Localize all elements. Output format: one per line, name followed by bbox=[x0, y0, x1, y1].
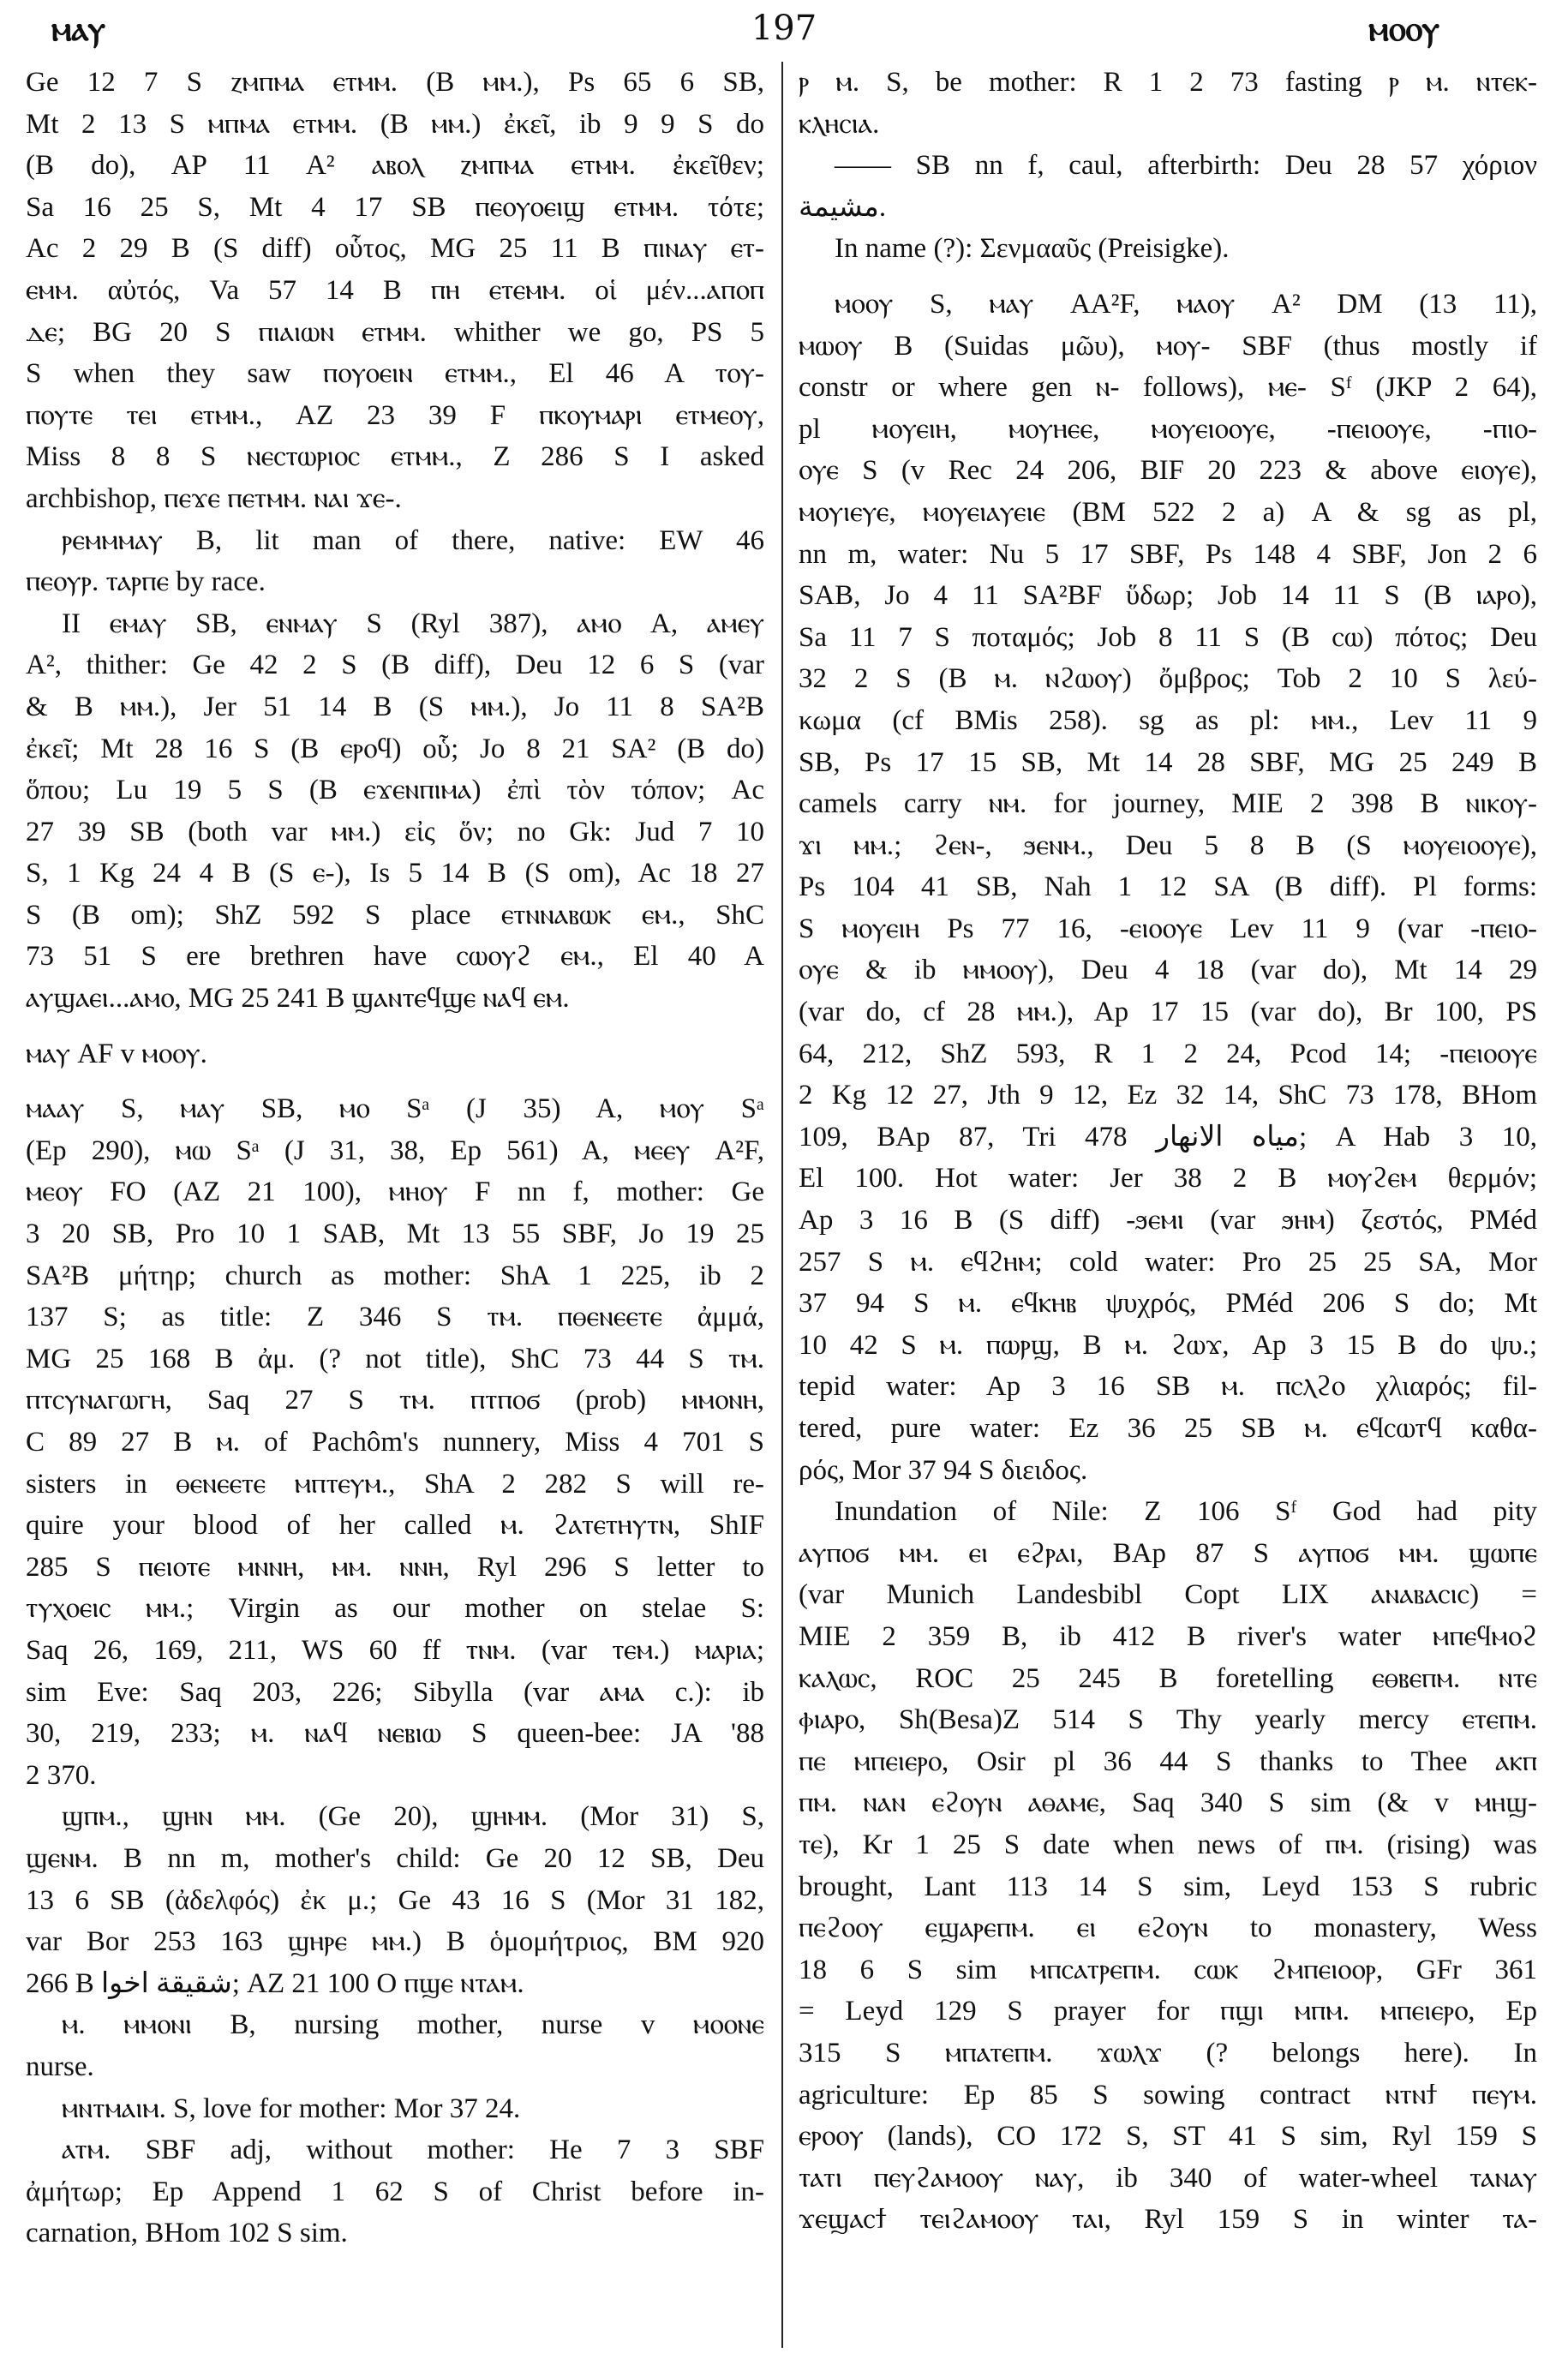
text-line: 315 S ⲙⲡⲁⲧⲉⲡⲙ. ϫⲱⲗϫ (? belongs here). In bbox=[799, 2037, 1537, 2069]
text-line: ⲡⲉⲟⲩⲣ. ⲧⲁⲣⲡⲉ by race. bbox=[26, 566, 266, 598]
text-line: ⲧⲁⲧⲓ ⲡⲉⲩϩⲁⲙⲟⲟⲩ ⲛⲁⲩ, ib 340 of water-wheel ⲧⲁⲛⲁⲩ bbox=[799, 2162, 1537, 2194]
text-line: 137 S; as title: Z 346 S ⲧⲙ. ⲡⲑⲉⲛⲉⲉⲧⲉ ἀμμά, bbox=[26, 1302, 764, 1333]
text-line: camels carry ⲛⲙ. for journey, MIE 2 398 B ⲛⲓⲕⲟⲩ- bbox=[799, 788, 1537, 820]
text-line: brought, Lant 113 14 S sim, Leyd 153 S rubric bbox=[799, 1871, 1537, 1902]
text-line: ⲙⲉⲟⲩ FO (AZ 21 100), ⲙⲏⲟⲩ F nn f, mother: Ge bbox=[26, 1177, 764, 1208]
text-line: ⲡⲉϩⲟⲟⲩ ⲉϣⲁⲣⲉⲡⲙ. ⲉⲓ ⲉϩⲟⲩⲛ to monastery, Wess bbox=[799, 1913, 1537, 1944]
text-line: ⲙⲁⲩ AF v ⲙⲟⲟⲩ. bbox=[26, 1038, 207, 1069]
text-line: ⲙⲟⲩⲓⲉⲩⲉ, ⲙⲟⲩⲉⲓⲁⲩⲉⲓⲉ (BM 522 2 a) A & sg as pl, bbox=[799, 496, 1537, 528]
text-line: ἀμήτωρ; Ep Append 1 62 S of Christ before in- bbox=[26, 2176, 764, 2207]
page-header bbox=[26, 9, 1542, 60]
text-line: SAB, Jo 4 11 SA²BF ὕδωρ; Job 14 11 S (B ⲓⲁⲣⲟ), bbox=[799, 580, 1537, 612]
text-line: ⲟⲩⲉ S (v Rec 24 206, BIF 20 223 & above ⲉⲓⲟⲩⲉ), bbox=[799, 455, 1537, 487]
text-line: nn m, water: Nu 5 17 SBF, Ps 148 4 SBF, Jon 2 6 bbox=[799, 538, 1537, 570]
text-line: Inundation of Nile: Z 106 Sᶠ God had pity bbox=[835, 1496, 1537, 1528]
text-line: ⲟⲩⲉ & ib ⲙⲙⲟⲟⲩ), Deu 4 18 (var do), Mt 14 29 bbox=[799, 955, 1537, 986]
text-line: MG 25 168 B ἀμ. (? not title), ShC 73 44 S ⲧⲙ. bbox=[26, 1343, 764, 1374]
text-line: Ac 2 29 B (S diff) οὗτος, MG 25 11 B ⲡⲓⲛⲁⲩ ⲉⲧ- bbox=[26, 233, 764, 265]
text-line: ⲡⲉ ⲙⲡⲉⲓⲉⲣⲟ, Osir pl 36 44 S thanks to Thee ⲁⲕⲡ bbox=[799, 1745, 1537, 1777]
text-line: 18 6 S sim ⲙⲡⲥⲁⲧⲣⲉⲡⲙ. ⲥⲱⲕ ϩⲙⲡⲉⲓⲟⲟⲣ, GFr 361 bbox=[799, 1954, 1537, 1985]
text-line: ϣⲡⲙ., ϣⲏⲛ ⲙⲙ. (Ge 20), ϣⲏⲙⲙ. (Mor 31) S, bbox=[62, 1801, 764, 1833]
text-line: ϫⲉϣⲁⲥϯ ⲧⲉⲓϩⲁⲙⲟⲟⲩ ⲧⲁⲓ, Ryl 159 S in winter ⲧⲁ- bbox=[799, 2204, 1537, 2236]
text-line: ⲉⲣⲟⲟⲩ (lands), CO 172 S, ST 41 S sim, Ryl 159 S bbox=[799, 2121, 1537, 2152]
text-line: 64, 212, ShZ 593, R 1 2 24, Pcod 14; -ⲡⲉⲓⲟⲟⲩⲉ bbox=[799, 1038, 1537, 1069]
text-line: SB, Ps 17 15 SB, Mt 14 28 SBF, MG 25 249 B bbox=[799, 746, 1537, 778]
text-line: Mt 2 13 S ⲙⲡⲙⲁ ⲉⲧⲙⲙ. (B ⲙⲙ.) ἐκεῖ, ib 9 9 S do bbox=[26, 108, 764, 140]
text-line: ⲙ. ⲙⲙⲟⲛⲓ B, nursing mother, nurse v ⲙⲟⲟⲛⲉ bbox=[62, 2009, 764, 2041]
text-line: 13 6 SB (ἀδελφός) ἐκ μ.; Ge 43 16 S (Mor 31 182, bbox=[26, 1884, 764, 1916]
page-number: 197 bbox=[751, 9, 817, 48]
text-line: nurse. bbox=[26, 2051, 94, 2082]
text-line: ⲡⲙ. ⲛⲁⲛ ⲉϩⲟⲩⲛ ⲁⲑⲁⲙⲉ, Saq 340 S sim (& v ⲙⲏϣ- bbox=[799, 1787, 1537, 1819]
text-line: ⲙⲱⲟⲩ B (Suidas μῶυ), ⲙⲟⲩ- SBF (thus mostly if bbox=[799, 330, 1537, 362]
text-line: In name (?): Σενμααῦς (Preisigke). bbox=[835, 233, 1230, 265]
text-line: ⲇⲉ; BG 20 S ⲡⲓⲁⲓⲱⲛ ⲉⲧⲙⲙ. whither we go, PS 5 bbox=[26, 316, 764, 348]
text-line: ⲡⲟⲩⲧⲉ ⲧⲉⲓ ⲉⲧⲙⲙ., AZ 23 39 F ⲡⲕⲟⲩⲙⲁⲣⲓ ⲉⲧⲙⲉⲟⲩ, bbox=[26, 399, 764, 431]
text-line: carnation, BHom 102 S sim. bbox=[26, 2218, 348, 2249]
text-line: 27 39 SB (both var ⲙⲙ.) εἰς ὅν; no Gk: Jud 7 10 bbox=[26, 816, 764, 847]
text-line: constr or where gen ⲛ- follows), ⲙⲉ- Sᶠ (JKP 2 64), bbox=[799, 372, 1537, 404]
text-line: 2 370. bbox=[26, 1759, 97, 1791]
text-line: 32 2 S (B ⲙ. ⲛϩⲱⲟⲩ) ὄμβρος; Tob 2 10 S λεύ- bbox=[799, 663, 1537, 695]
text-line: مشيمة. bbox=[799, 191, 887, 223]
left-column bbox=[26, 62, 764, 2350]
text-line: —— SB nn f, caul, afterbirth: Deu 28 57 χόριον bbox=[835, 150, 1537, 182]
text-line: archbishop, ⲡⲉϫⲉ ⲡⲉⲧⲙⲙ. ⲛⲁⲓ ϫⲉ-. bbox=[26, 482, 402, 514]
text-line: pl ⲙⲟⲩⲉⲓⲏ, ⲙⲟⲩⲏⲉⲉ, ⲙⲟⲩⲉⲓⲟⲟⲩⲉ, -ⲡⲉⲓⲟⲟⲩⲉ, -ⲡⲓⲟ- bbox=[799, 413, 1537, 445]
text-line: ⲡⲧⲥⲩⲛⲁⲅⲱⲅⲏ, Saq 27 S ⲧⲙ. ⲡⲧⲡⲟϭ (prob) ⲙⲙⲟⲛⲏ, bbox=[26, 1385, 764, 1416]
text-line: 2 Kg 12 27, Jth 9 12, Ez 32 14, ShC 73 178, BHom bbox=[799, 1080, 1537, 1111]
text-line: ⲁⲧⲙ. SBF adj, without mother: He 7 3 SBF bbox=[62, 2134, 764, 2166]
text-line: & B ⲙⲙ.), Jer 51 14 B (S ⲙⲙ.), Jo 11 8 SA²B bbox=[26, 691, 764, 722]
text-line: (Ep 290), ⲙⲱ Sᵃ (J 31, 38, Ep 561) A, ⲙⲉⲉⲩ A²F, bbox=[26, 1135, 764, 1166]
text-line: S, 1 Kg 24 4 B (S ⲉ-), Is 5 14 B (S om), Ac 18 27 bbox=[26, 858, 764, 889]
text-line: (B do), AP 11 A² ⲁⲃⲟⲗ ⲍⲙⲡⲙⲁ ⲉⲧⲙⲙ. ἐκεῖθεν; bbox=[26, 150, 764, 182]
text-line: sim Eve: Saq 203, 226; Sibylla (var ⲁⲙⲁ c.): ib bbox=[26, 1676, 764, 1708]
right-column bbox=[799, 62, 1537, 2350]
text-line: C 89 27 B ⲙ. of Pachôm's nunnery, Miss 4 701 S bbox=[26, 1427, 764, 1458]
text-line: Miss 8 8 S ⲛⲉⲥⲧⲱⲣⲓⲟⲥ ⲉⲧⲙⲙ., Z 286 S I asked bbox=[26, 441, 764, 473]
text-line: S (B om); ShZ 592 S place ⲉⲧⲛⲛⲁⲃⲱⲕ ⲉⲙ., ShC bbox=[26, 899, 764, 931]
text-line: ⲙⲛⲧⲙⲁⲓⲙ. S, love for mother: Mor 37 24. bbox=[62, 2093, 521, 2124]
text-line: 73 51 S ere brethren have ⲥⲱⲟⲩϩ ⲉⲙ., El 40 A bbox=[26, 941, 764, 973]
text-line: 10 42 S ⲙ. ⲡⲱⲣϣ, B ⲙ. ϩⲱϫ, Ap 3 15 B do ψυ.; bbox=[799, 1329, 1537, 1361]
text-line: sisters in ⲑⲉⲛⲉⲉⲧⲉ ⲙⲡⲧⲉⲩⲙ., ShA 2 282 S will re- bbox=[26, 1468, 764, 1500]
text-line: II ⲉⲙⲁⲩ SB, ⲉⲛⲙⲁⲩ S (Ryl 387), ⲁⲙⲟ A, ⲁⲙⲉⲩ bbox=[62, 608, 764, 639]
text-line: ⲣ ⲙ. S, be mother: R 1 2 73 fasting ⲣ ⲙ. ⲛⲧⲉⲕ- bbox=[799, 67, 1537, 98]
text-line: S ⲙⲟⲩⲉⲓⲏ Ps 77 16, -ⲉⲓⲟⲟⲩⲉ Lev 11 9 (var -ⲡⲉⲓⲟ- bbox=[799, 913, 1537, 944]
text-line: ἐκεῖ; Mt 28 16 S (B ⲉⲣⲟϥ) οὗ; Jo 8 21 SA² (B do) bbox=[26, 733, 764, 764]
text-line: ϫⲓ ⲙⲙ.; ϩⲉⲛ-, ϧⲉⲛⲙ., Deu 5 8 B (S ⲙⲟⲩⲉⲓⲟⲟⲩⲉ), bbox=[799, 829, 1537, 861]
text-line: 30, 219, 233; ⲙ. ⲛⲁϥ ⲛⲉⲃⲓⲱ S queen-bee: JA '88 bbox=[26, 1718, 764, 1750]
text-line: var Bor 253 163 ϣⲏⲣⲉ ⲙⲙ.) B ὁμομήτριος, BM 920 bbox=[26, 1926, 764, 1958]
text-line: ρός, Mor 37 94 S διειδος. bbox=[799, 1454, 1088, 1486]
text-line: Ap 3 16 B (S diff) -ϧⲉⲙⲓ (var ϧⲏⲙ) ζεστός, PMéd bbox=[799, 1205, 1537, 1236]
text-line: ⲫⲓⲁⲣⲟ, Sh(Besa)Z 514 S Thy yearly mercy ⲉⲧⲉⲡⲙ. bbox=[799, 1704, 1537, 1736]
text-line: ⲕⲁⲗⲱⲥ, ROC 25 245 B foretelling ⲉⲑⲃⲉⲡⲙ. ⲛⲧⲉ bbox=[799, 1662, 1537, 1694]
text-line: (var Munich Landesbibl Copt LIX ⲁⲛⲁⲃⲁⲥⲓⲥ) = bbox=[799, 1579, 1537, 1611]
text-line: ⲧⲩⲭⲟⲉⲓⲥ ⲙⲙ.; Virgin as our mother on stelae S: bbox=[26, 1593, 764, 1625]
entry-gap bbox=[799, 270, 1537, 284]
text-line: ὅπου; Lu 19 5 S (B ⲉϫⲉⲛⲡⲓⲙⲁ) ἐπὶ τὸν τόπον; Ac bbox=[26, 775, 764, 806]
text-line: Sa 11 7 S ποταμός; Job 8 11 S (B ⲥⲱ) πότος; Deu bbox=[799, 621, 1537, 653]
text-line: MIE 2 359 B, ib 412 B river's water ⲙⲡⲉϥⲙⲟϩ bbox=[799, 1620, 1537, 1652]
text-line: ⲧⲉ), Kr 1 25 S date when news of ⲡⲙ. (rising) was bbox=[799, 1829, 1537, 1860]
header-left-keyword: ⲙⲁⲩ bbox=[51, 9, 105, 49]
text-line: 109, BAp 87, Tri 478 مياه الانهار; A Hab 3 10, bbox=[799, 1121, 1537, 1153]
column-divider bbox=[781, 62, 783, 2348]
text-line: quire your blood of her called ⲙ. ϩⲁⲧⲉⲧⲏⲩⲧⲛ, ShIF bbox=[26, 1510, 764, 1542]
text-line: A², thither: Ge 42 2 S (B diff), Deu 12 6 S (var bbox=[26, 650, 764, 681]
text-line: 257 S ⲙ. ⲉϥϩⲏⲙ; cold water: Pro 25 25 SA, Mor bbox=[799, 1246, 1537, 1278]
text-line: ⲁⲩϣⲁⲉⲓ...ⲁⲙⲟ, MG 25 241 B ϣⲁⲛⲧⲉϥϣⲉ ⲛⲁϥ ⲉⲙ. bbox=[26, 983, 570, 1015]
text-line: ⲣⲉⲙⲙⲙⲁⲩ B, lit man of there, native: EW 46 bbox=[62, 524, 764, 556]
text-line: ⲙⲁⲁⲩ S, ⲙⲁⲩ SB, ⲙⲟ Sᵃ (J 35) A, ⲙⲟⲩ Sᵃ bbox=[26, 1093, 764, 1125]
text-line: Ps 104 41 SB, Nah 1 12 SA (B diff). Pl forms: bbox=[799, 871, 1537, 903]
text-line: ⲕⲗⲏⲥⲓⲁ. bbox=[799, 108, 880, 140]
entry-gap bbox=[26, 1020, 764, 1033]
text-line: 285 S ⲡⲉⲓⲟⲧⲉ ⲙⲛⲛⲏ, ⲙⲙ. ⲛⲛⲏ, Ryl 296 S letter to bbox=[26, 1551, 764, 1583]
text-line: 3 20 SB, Pro 10 1 SAB, Mt 13 55 SBF, Jo 19 25 bbox=[26, 1218, 764, 1250]
text-line: (var do, cf 28 ⲙⲙ.), Ap 17 15 (var do), Br 100, PS bbox=[799, 997, 1537, 1028]
text-line: ⲁⲩⲡⲟϭ ⲙⲙ. ⲉⲓ ⲉϩⲣⲁⲓ, BAp 87 S ⲁⲩⲡⲟϭ ⲙⲙ. ϣⲱⲡⲉ bbox=[799, 1537, 1537, 1569]
text-line: Ge 12 7 S ⲍⲙⲡⲙⲁ ⲉⲧⲙⲙ. (B ⲙⲙ.), Ps 65 6 SB, bbox=[26, 67, 764, 98]
text-line: ⲉⲙⲙ. αὐτός, Va 57 14 B ⲡⲏ ⲉⲧⲉⲙⲙ. οἱ μέν...ⲁⲡⲟⲡ bbox=[26, 274, 764, 306]
text-line: SA²B μήτηρ; church as mother: ShA 1 225, ib 2 bbox=[26, 1260, 764, 1291]
text-line: 37 94 S ⲙ. ⲉϥⲕⲏⲃ ψυχρός, PMéd 206 S do; Mt bbox=[799, 1288, 1537, 1320]
text-line: tered, pure water: Ez 36 25 SB ⲙ. ⲉϥⲥⲱⲧϥ καθα- bbox=[799, 1413, 1537, 1444]
text-line: ϣⲉⲛⲙ. B nn m, mother's child: Ge 20 12 SB, Deu bbox=[26, 1842, 764, 1874]
text-line: S when they saw ⲡⲟⲩⲟⲉⲓⲛ ⲉⲧⲙⲙ., El 46 A ⲧⲟⲩ- bbox=[26, 358, 764, 390]
text-line: κωμα (cf BMis 258). sg as pl: ⲙⲙ., Lev 11 9 bbox=[799, 704, 1537, 736]
header-right-keyword: ⲙⲟⲟⲩ bbox=[1368, 9, 1439, 49]
text-line: Sa 16 25 S, Mt 4 17 SB ⲡⲉⲟⲩⲟⲉⲓϣ ⲉⲧⲙⲙ. τότε; bbox=[26, 191, 764, 223]
text-line: El 100. Hot water: Jer 38 2 B ⲙⲟⲩϩⲉⲙ θερμόν; bbox=[799, 1163, 1537, 1194]
entry-gap bbox=[26, 1075, 764, 1088]
text-line: agriculture: Ep 85 S sowing contract ⲛⲧⲛϯ ⲡⲉⲩⲙ. bbox=[799, 2079, 1537, 2111]
text-line: Saq 26, 169, 211, WS 60 ff ⲧⲛⲙ. (var ⲧⲉⲙ.) ⲙⲁⲣⲓⲁ; bbox=[26, 1634, 764, 1666]
text-line: 266 B شقيقة اخوا; AZ 21 100 O ⲡϣⲉ ⲛⲧⲁⲙ. bbox=[26, 1967, 524, 1999]
text-line: tepid water: Ap 3 16 SB ⲙ. ⲡⲥⲗϩⲟ χλιαρός; fil- bbox=[799, 1371, 1537, 1403]
text-line: ⲙⲟⲟⲩ S, ⲙⲁⲩ AA²F, ⲙⲁⲟⲩ A² DM (13 11), bbox=[835, 288, 1537, 320]
text-line: = Leyd 129 S prayer for ⲡϣⲓ ⲙⲡⲙ. ⲙⲡⲉⲓⲉⲣⲟ, Ep bbox=[799, 1996, 1537, 2027]
